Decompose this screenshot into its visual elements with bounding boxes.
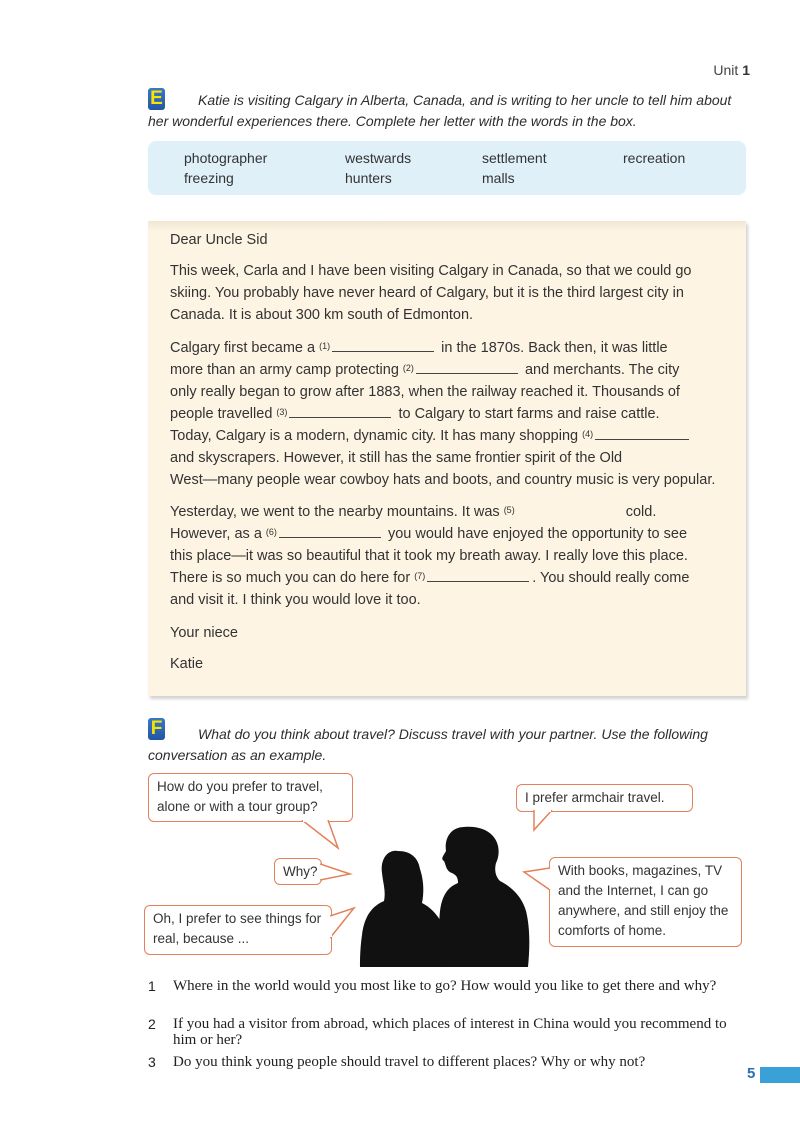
two-people-silhouette xyxy=(340,815,540,967)
letter-line xyxy=(170,337,736,359)
letter-greeting: Dear Uncle Sid xyxy=(170,232,268,248)
question-text: Where in the world would you most like to go? How would you like to get there and why? xyxy=(173,978,717,994)
letter-signature: Katie xyxy=(170,656,204,672)
page-number-tab xyxy=(760,1067,800,1083)
word-box-item: freezing xyxy=(184,170,234,186)
blank-number: (7) xyxy=(414,571,426,581)
bubble-tail xyxy=(330,906,358,940)
letter-text: . You should really come xyxy=(532,570,690,586)
speech-bubble-a1: I prefer armchair travel. xyxy=(516,784,693,812)
blank-number: (2) xyxy=(402,363,414,373)
word-box-item: photographer xyxy=(184,150,268,166)
letter-text: you would have enjoyed the opportunity to see xyxy=(387,526,688,542)
blank-number: (6) xyxy=(265,527,277,537)
letter-text: and merchants. The city xyxy=(524,362,680,378)
letter-text: However, as a xyxy=(170,526,262,542)
section-e-instructions: Katie is visiting Calgary in Alberta, Canada, and is writing to her uncle to tell him about her wonderful experiences there. Complete her letter with the words in the box. xyxy=(148,92,732,129)
speech-bubble-q1: How do you prefer to travel, alone or with a tour group? xyxy=(148,773,353,822)
blank-number: (3) xyxy=(276,407,288,417)
section-e-letter: E xyxy=(150,88,163,109)
speech-bubble-why: Why? xyxy=(274,858,322,885)
letter-line: only really began to grow after 1883, when the railway reached it. Thousands of xyxy=(170,384,680,400)
letter-text: more than an army camp protecting xyxy=(170,362,399,378)
page-number: 5 xyxy=(747,1065,756,1082)
letter-line xyxy=(170,523,736,545)
blank-3[interactable] xyxy=(289,403,391,418)
letter-text: Yesterday, we went to the nearby mountains. It was xyxy=(170,504,500,520)
letter-text: Today, Calgary is a modern, dynamic city. It has many shopping xyxy=(170,428,579,444)
letter-line: and skyscrapers. However, it still has the same frontier spirit of the Old xyxy=(170,450,623,466)
letter-line: and visit it. I think you would love it too. xyxy=(170,592,421,608)
letter-text: to Calgary to start farms and raise cattle. xyxy=(398,406,660,422)
blank-7[interactable] xyxy=(427,567,529,582)
discussion-question xyxy=(148,1016,748,1048)
blank-number: (1) xyxy=(319,341,331,351)
question-number: 2 xyxy=(148,1016,156,1032)
blank-2[interactable] xyxy=(416,359,518,374)
word-box-item: recreation xyxy=(623,150,686,166)
woman-silhouette xyxy=(360,851,452,967)
question-number: 3 xyxy=(148,1054,156,1070)
word-box-item: malls xyxy=(482,170,515,186)
letter-line xyxy=(170,359,736,381)
letter-closing: Your niece xyxy=(170,625,238,641)
letter-text: in the 1870s. Back then, it was little xyxy=(441,340,668,356)
letter-line xyxy=(170,425,736,447)
letter-line xyxy=(170,501,736,523)
discussion-question xyxy=(148,1054,748,1071)
letter-line: this place—it was so beautiful that it took my breath away. I really love this place. xyxy=(170,548,688,564)
letter-text: people travelled xyxy=(170,406,273,422)
question-text: Do you think young people should travel to different places? Why or why not? xyxy=(173,1054,646,1070)
word-box-item: settlement xyxy=(482,150,547,166)
bubble-tail xyxy=(300,820,350,850)
letter-line xyxy=(170,403,736,425)
bubble-tail xyxy=(530,810,570,832)
unit-label-text: Unit xyxy=(713,62,739,78)
unit-label xyxy=(713,62,750,78)
letter-text: Calgary first became a xyxy=(170,340,316,356)
letter-text: cold. xyxy=(625,504,657,520)
blank-6[interactable] xyxy=(279,523,381,538)
blank-1[interactable] xyxy=(332,337,434,352)
bubble-tail xyxy=(320,862,354,882)
speech-bubble-q2: Oh, I prefer to see things for real, because ... xyxy=(144,905,332,955)
bubble-tail xyxy=(522,866,552,896)
letter-line: West—many people wear cowboy hats and boots, and country music is very popular. xyxy=(170,472,716,488)
letter-paragraph-1: This week, Carla and I have been visiting Calgary in Canada, so that we could go skiing. You probably have never heard of Calgary, but it is the third largest city in Canada. It is about 300 km south of Edmonton. xyxy=(170,263,692,323)
blank-4[interactable] xyxy=(595,425,689,440)
unit-number: 1 xyxy=(742,62,750,78)
question-number: 1 xyxy=(148,978,156,994)
question-text: If you had a visitor from abroad, which places of interest in China would you recommend to him or her? xyxy=(173,1016,727,1048)
discussion-question xyxy=(148,978,748,995)
blank-number: (5) xyxy=(503,505,515,515)
blank-number: (4) xyxy=(582,429,594,439)
letter-line xyxy=(170,567,736,589)
speech-bubble-a2: With books, magazines, TV and the Internet, I can go anywhere, and still enjoy the comforts of home. xyxy=(549,857,742,947)
word-box-item: westwards xyxy=(345,150,412,166)
word-box-item: hunters xyxy=(345,170,392,186)
letter-text: There is so much you can do here for xyxy=(170,570,411,586)
section-f-letter: F xyxy=(150,718,163,739)
man-silhouette xyxy=(439,827,529,967)
section-f-instructions: What do you think about travel? Discuss travel with your partner. Use the following conversation as an example. xyxy=(148,726,708,763)
blank-5[interactable] xyxy=(517,501,619,516)
